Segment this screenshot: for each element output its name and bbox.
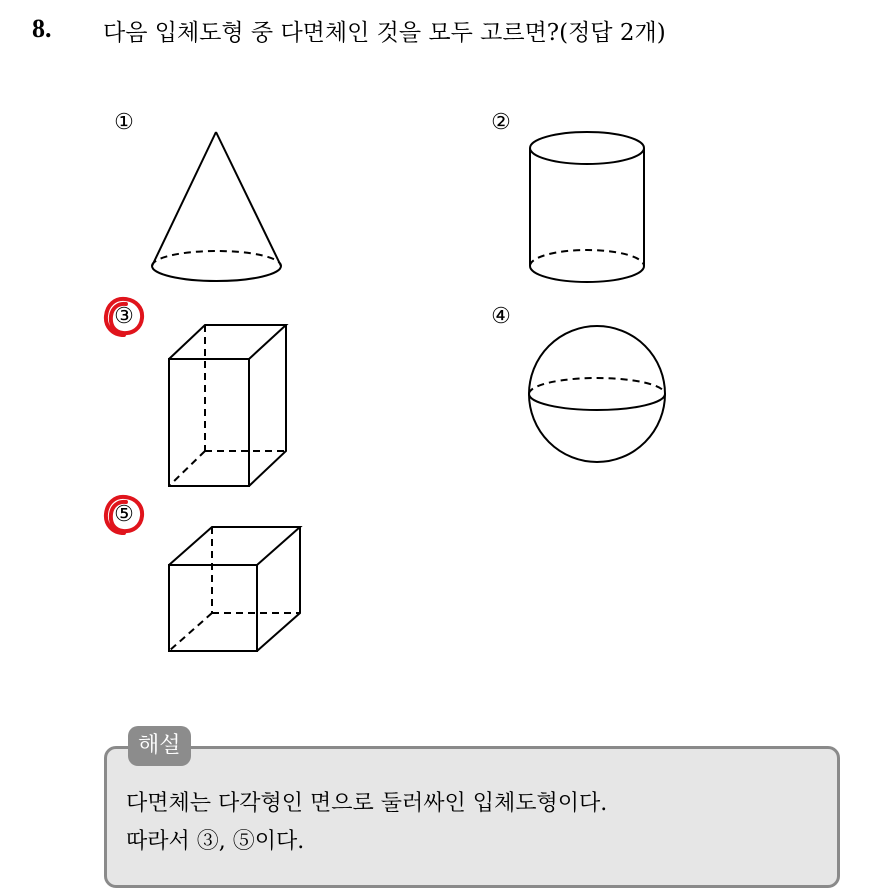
question-number: 8. (32, 14, 52, 43)
explanation-tag: 해설 (128, 726, 191, 766)
choice-4-label[interactable]: ④ (491, 304, 511, 329)
choice-1-label[interactable]: ① (114, 110, 134, 135)
choice-5-label[interactable]: ⑤ (114, 502, 134, 527)
explanation-box (104, 746, 840, 888)
choice-3-label[interactable]: ③ (114, 304, 134, 329)
cube-top-face (169, 527, 300, 565)
choice-2-label[interactable]: ② (491, 110, 511, 135)
question-text: 다음 입체도형 중 다면체인 것을 모두 고르면?(정답 2개) (103, 20, 666, 46)
explanation-line-2: 따라서 ③, ⑤이다. (126, 829, 305, 854)
explanation-line-1: 다면체는 다각형인 면으로 둘러싸인 입체도형이다. (126, 791, 608, 816)
